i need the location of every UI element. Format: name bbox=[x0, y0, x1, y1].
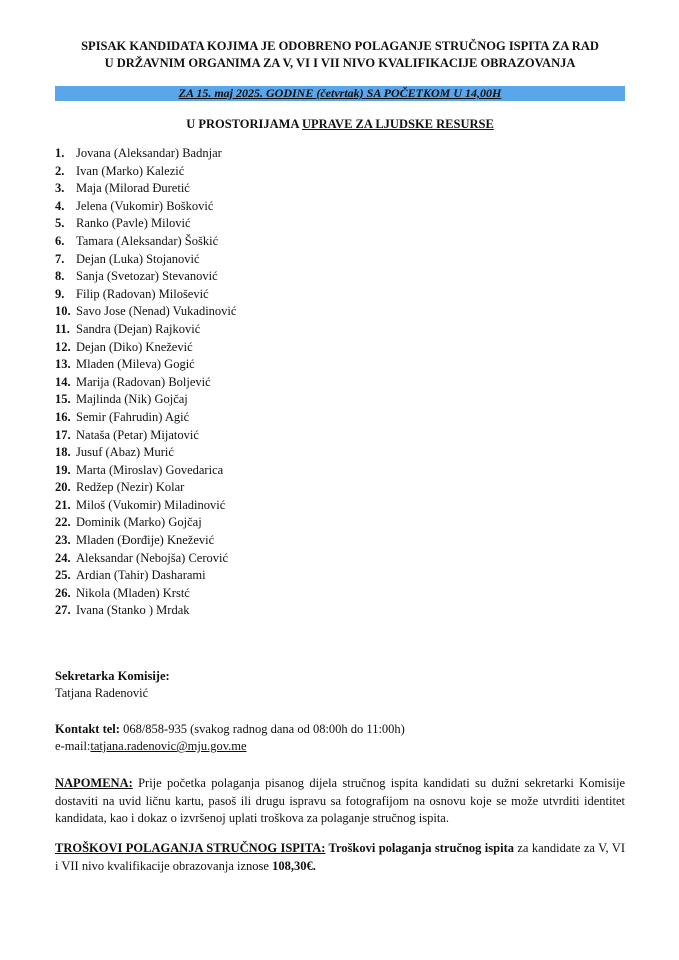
candidate-name: Dejan (Diko) Knežević bbox=[76, 339, 193, 354]
candidate-item bbox=[55, 233, 236, 251]
note-text: Prije početka polaganja pisanog dijela stručnog ispita kandidati su dužni sekretarki Komisije dostaviti na uvid ličnu kartu, pasoš ili drugu ispravu sa fotografijom na osnovu koje se može utvrditi identitet kandidata, kao i dokaz o izvršenoj uplati troškova za polaganje stručnog ispita. bbox=[55, 776, 625, 825]
candidate-number: 20. bbox=[55, 480, 71, 495]
candidate-name: Ardian (Tahir) Dasharami bbox=[76, 568, 206, 583]
candidate-name: Semir (Fahrudin) Agić bbox=[76, 409, 190, 424]
candidate-item bbox=[55, 286, 236, 304]
secretary-block bbox=[55, 668, 170, 702]
candidate-name: Miloš (Vukomir) Miladinović bbox=[76, 497, 226, 512]
candidate-item bbox=[55, 409, 236, 427]
candidate-number: 24. bbox=[55, 550, 71, 565]
candidate-number: 9. bbox=[55, 286, 65, 301]
candidate-number: 18. bbox=[55, 445, 71, 460]
contact-email-line bbox=[55, 738, 405, 755]
candidate-number: 7. bbox=[55, 251, 65, 266]
candidate-name: Dejan (Luka) Stojanović bbox=[76, 251, 200, 266]
candidate-name: Marija (Radovan) Boljević bbox=[76, 374, 211, 389]
candidate-name: Ivana (Stanko ) Mrdak bbox=[76, 603, 190, 618]
candidate-item bbox=[55, 567, 236, 585]
candidate-number: 22. bbox=[55, 515, 71, 530]
candidate-item bbox=[55, 163, 236, 181]
candidate-name: Mladen (Đorđije) Knežević bbox=[76, 533, 215, 548]
location-prefix: U PROSTORIJAMA bbox=[186, 117, 302, 131]
candidate-number: 17. bbox=[55, 427, 71, 442]
candidate-number: 23. bbox=[55, 533, 71, 548]
candidate-number: 14. bbox=[55, 374, 71, 389]
candidate-number: 12. bbox=[55, 339, 71, 354]
secretary-name: Tatjana Radenović bbox=[55, 686, 149, 700]
candidate-item bbox=[55, 303, 236, 321]
candidate-number: 8. bbox=[55, 269, 65, 284]
contact-phone-line bbox=[55, 721, 405, 738]
title-line-2: U DRŽAVNIM ORGANIMA ZA V, VI I VII NIVO KVALIFIKACIJE OBRAZOVANJA bbox=[104, 56, 576, 70]
candidate-name: Jelena (Vukomir) Bošković bbox=[76, 198, 214, 213]
candidate-item bbox=[55, 514, 236, 532]
candidate-name: Marta (Miroslav) Govedarica bbox=[76, 462, 224, 477]
candidate-number: 3. bbox=[55, 181, 65, 196]
candidate-number: 2. bbox=[55, 163, 65, 178]
exam-date-text: ZA 15. maj 2025. GODINE (četvrtak) SA POČETKOM U 14,00H bbox=[178, 86, 502, 100]
candidate-number: 27. bbox=[55, 603, 71, 618]
candidate-number: 5. bbox=[55, 216, 65, 231]
candidate-item bbox=[55, 251, 236, 269]
email-label: e-mail: bbox=[55, 739, 91, 753]
candidate-name: Dominik (Marko) Gojčaj bbox=[76, 515, 202, 530]
candidate-item bbox=[55, 180, 236, 198]
candidate-number: 13. bbox=[55, 357, 71, 372]
exam-date-banner bbox=[55, 86, 625, 101]
contact-phone: 068/858-935 (svakog radnog dana od 08:00h do 11:00h) bbox=[119, 722, 405, 736]
candidate-number: 19. bbox=[55, 462, 71, 477]
candidate-item bbox=[55, 321, 236, 339]
costs-amount: 108,30€. bbox=[272, 858, 316, 873]
secretary-label: Sekretarka Komisije: bbox=[55, 669, 170, 683]
costs-text: za kandidate za V, VI i VII nivo kvalifikacije obrazovanja iznose bbox=[55, 841, 625, 873]
costs-paragraph bbox=[55, 840, 625, 875]
location-name: UPRAVE ZA LJUDSKE RESURSE bbox=[301, 117, 494, 131]
note-label: NAPOMENA: bbox=[55, 776, 133, 790]
candidate-item bbox=[55, 215, 236, 233]
candidate-name: Sanja (Svetozar) Stevanović bbox=[76, 269, 218, 284]
candidate-number: 21. bbox=[55, 497, 71, 512]
candidate-name: Ivan (Marko) Kalezić bbox=[76, 163, 185, 178]
candidate-number: 1. bbox=[55, 146, 65, 160]
document-title bbox=[40, 38, 640, 72]
candidate-item bbox=[55, 479, 236, 497]
candidate-item bbox=[55, 374, 236, 392]
email-link[interactable]: tatjana.radenovic@mju.gov.me bbox=[90, 739, 247, 753]
candidate-name: Jusuf (Abaz) Murić bbox=[76, 445, 174, 460]
candidate-name: Ranko (Pavle) Milović bbox=[76, 216, 191, 231]
candidate-name: Nikola (Mladen) Krstć bbox=[76, 585, 190, 600]
candidate-name: Filip (Radovan) Milošević bbox=[76, 286, 209, 301]
candidate-number: 25. bbox=[55, 568, 71, 583]
candidate-name: Mladen (Mileva) Gogić bbox=[76, 357, 195, 372]
candidate-number: 11. bbox=[55, 321, 70, 336]
candidate-item bbox=[55, 585, 236, 603]
candidate-name: Majlinda (Nik) Gojčaj bbox=[76, 392, 188, 407]
candidate-name: Maja (Milorad Đuretić bbox=[76, 181, 190, 196]
candidate-item bbox=[55, 268, 236, 286]
candidate-name: Sandra (Dejan) Rajković bbox=[76, 321, 201, 336]
candidate-number: 10. bbox=[55, 304, 71, 319]
candidate-number: 6. bbox=[55, 233, 65, 248]
candidate-name: Savo Jose (Nenad) Vukadinović bbox=[76, 304, 237, 319]
candidate-number: 15. bbox=[55, 392, 71, 407]
candidate-number: 4. bbox=[55, 198, 65, 213]
note-paragraph bbox=[55, 775, 625, 828]
candidate-item bbox=[55, 602, 236, 620]
candidate-list bbox=[55, 145, 236, 620]
candidate-name: Tamara (Aleksandar) Šoškić bbox=[76, 233, 219, 248]
candidate-item bbox=[55, 356, 236, 374]
candidate-item bbox=[55, 532, 236, 550]
candidate-number: 26. bbox=[55, 585, 71, 600]
costs-label: TROŠKOVI POLAGANJA STRUČNOG ISPITA: bbox=[55, 841, 326, 855]
candidate-item bbox=[55, 339, 236, 357]
candidate-item bbox=[55, 444, 236, 462]
candidate-number: 16. bbox=[55, 409, 71, 424]
costs-bold-lead: Troškovi polaganja stručnog ispita bbox=[325, 841, 514, 855]
contact-block bbox=[55, 721, 405, 755]
candidate-name: Aleksandar (Nebojša) Cerović bbox=[76, 550, 229, 565]
candidate-name: Jovana (Aleksandar) Badnjar bbox=[76, 146, 222, 160]
candidate-item bbox=[55, 391, 236, 409]
contact-label: Kontakt tel: bbox=[55, 722, 120, 736]
candidate-item bbox=[55, 145, 236, 163]
candidate-item bbox=[55, 462, 236, 480]
candidate-item bbox=[55, 550, 236, 568]
candidate-name: Nataša (Petar) Mijatović bbox=[76, 427, 199, 442]
candidate-item bbox=[55, 198, 236, 216]
candidate-name: Redžep (Nezir) Kolar bbox=[76, 480, 185, 495]
candidate-item bbox=[55, 427, 236, 445]
title-line-1: SPISAK KANDIDATA KOJIMA JE ODOBRENO POLAGANJE STRUČNOG ISPITA ZA RAD bbox=[81, 39, 599, 53]
exam-location bbox=[40, 117, 640, 132]
candidate-item bbox=[55, 497, 236, 515]
